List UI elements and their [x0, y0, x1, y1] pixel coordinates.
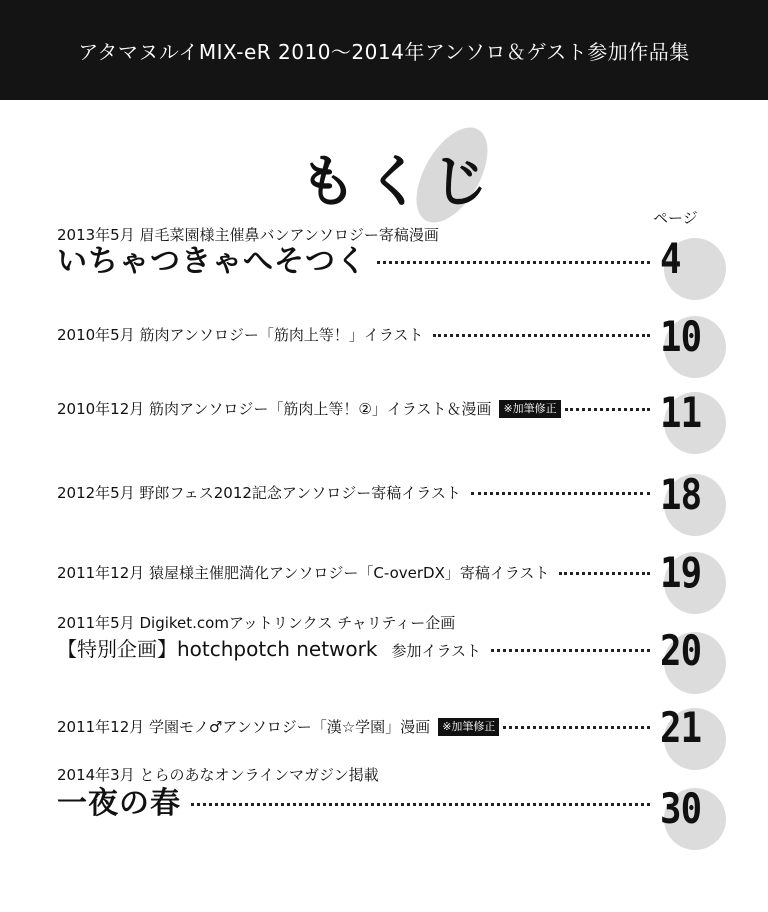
page-number[interactable]: 20: [660, 626, 702, 675]
leader-dots: [559, 572, 650, 575]
entry-title: 2012年5月 野郎フェス2012記念アンソロジー寄稿イラスト: [57, 484, 461, 502]
revision-badge: ※加筆修正: [438, 718, 499, 736]
page-number[interactable]: 4: [660, 234, 681, 283]
leader-dots: [491, 649, 650, 652]
entry-title: [57, 636, 481, 664]
leader-dots: [565, 408, 650, 411]
entry-title: 2010年12月 筋肉アンソロジー「筋肉上等！②」イラスト＆漫画: [57, 400, 492, 418]
page-number[interactable]: 18: [660, 470, 702, 519]
page-number[interactable]: 21: [660, 703, 702, 752]
page-number[interactable]: 11: [660, 388, 702, 437]
header-bar: [0, 0, 768, 100]
page-column-label: ページ: [653, 209, 698, 227]
header-title: アタマヌルイMIX-eR 2010〜2014年アンソロ＆ゲスト参加作品集: [78, 39, 690, 64]
entry-title-main: 【特別企画】hotchpotch network: [57, 637, 378, 661]
leader-dots: [471, 492, 650, 495]
entry-subtitle: 2011年5月 Digiket.comアットリンクス チャリティー企画: [57, 614, 456, 632]
leader-dots: [503, 726, 650, 729]
entry-title: 2010年5月 筋肉アンソロジー「筋肉上等！」イラスト: [57, 326, 424, 344]
page-number[interactable]: 30: [660, 784, 702, 833]
toc-title: もくじ: [300, 150, 498, 215]
entry-title: いちゃつきゃへそつく: [57, 244, 367, 279]
entry-title: 一夜の春: [57, 786, 181, 821]
page-number[interactable]: 10: [660, 312, 702, 361]
leader-dots: [377, 261, 650, 264]
revision-badge: ※加筆修正: [499, 400, 560, 418]
entry-title: 2011年12月 学園モノ♂アンソロジー「漢☆学園」漫画: [57, 718, 431, 736]
entry-title-suffix: 参加イラスト: [391, 642, 482, 660]
entry-subtitle: 2014年3月 とらのあなオンラインマガジン掲載: [57, 766, 379, 784]
entry-title: 2011年12月 猿屋様主催肥満化アンソロジー「C-overDX」寄稿イラスト: [57, 564, 550, 582]
entry-subtitle: 2013年5月 眉毛菜園様主催鼻バンアンソロジー寄稿漫画: [57, 226, 439, 244]
leader-dots: [433, 334, 650, 337]
page-number[interactable]: 19: [660, 548, 702, 597]
leader-dots: [191, 803, 650, 806]
